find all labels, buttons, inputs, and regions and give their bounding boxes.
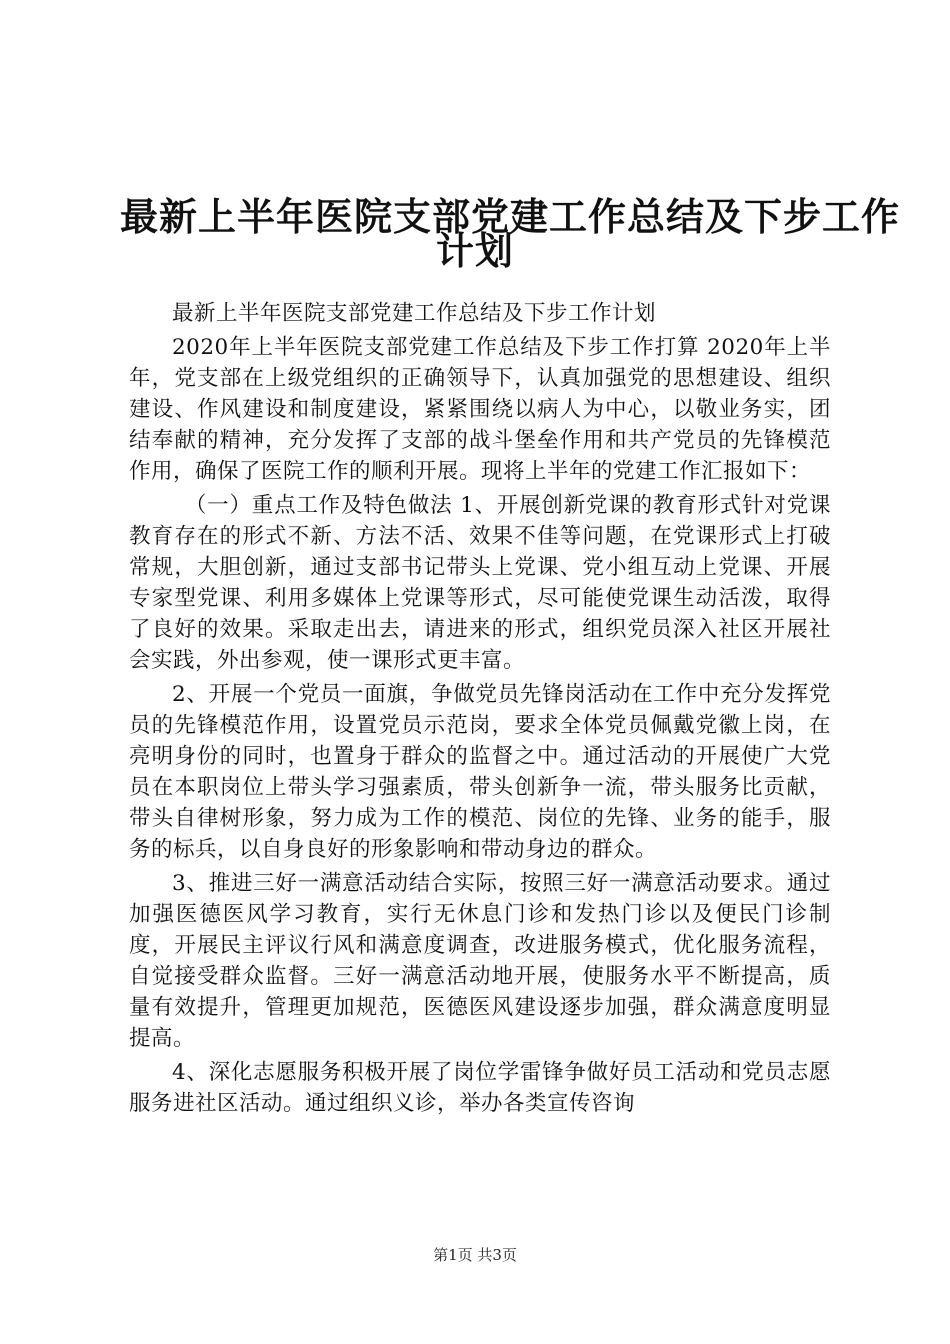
document-body [129, 298, 831, 1119]
paragraph-item-3: 3、推进三好一满意活动结合实际，按照三好一满意活动要求。通过加强医德医风学习教育，实行无休息门诊和发热门诊以及便民门诊制度，开展民主评议行风和满意度调查，改进服务模式，优化服务流程，自觉接受群众监督。三好一满意活动地开展，使服务水平不断提高，质量有效提升，管理更加规范，医德医风建设逐步加强，群众满意度明显提高。 [129, 871, 831, 1051]
paragraph-subtitle: 最新上半年医院支部党建工作总结及下步工作计划 [172, 301, 657, 326]
paragraph-item-2: 2、开展一个党员一面旗，争做党员先锋岗活动在工作中充分发挥党员的先锋模范作用，设置党员示范岗，要求全体党员佩戴党徽上岗，在亮明身份的同时，也置身于群众的监督之中。通过活动的开展使广大党员在本职岗位上带头学习强素质，带头创新争一流，带头服务比贡献，带头自律树形象，努力成为工作的模范、岗位的先锋、业务的能手，服务的标兵，以自身良好的形象影响和带动身边的群众。 [129, 682, 831, 862]
paragraph-item-4: 4、深化志愿服务积极开展了岗位学雷锋争做好员工活动和党员志愿服务进社区活动。通过组织义诊，举办各类宣传咨询 [129, 1060, 831, 1116]
page-number-footer: 第1页 共3页 [433, 1246, 517, 1264]
document-title-line-2: 计划 [435, 229, 514, 273]
paragraph-item-1: （一）重点工作及特色做法 1、开展创新党课的教育形式针对党课教育存在的形式不新、方法不活、效果不佳等问题，在党课形式上打破常规，大胆创新，通过支部书记带头上党课、党小组互动上党课、开展专家型党课、利用多媒体上党课等形式，尽可能使党课生动活泼，取得了良好的效果。采取走出去，请进来的形式，组织党员深入社区开展社会实践，外出参观，使一课形式更丰富。 [129, 493, 831, 673]
document-title-line-1: 最新上半年医院支部党建工作总结及下步工作 [120, 195, 901, 239]
paragraph-intro: 2020年上半年医院支部党建工作总结及下步工作打算 2020年上半年，党支部在上级党组织的正确领导下，认真加强党的思想建设、组织建设、作风建设和制度建设，紧紧围绕以病人为中心，以敬业务实，团结奉献的精神，充分发挥了支部的战斗堡垒作用和共产党员的先锋模范作用，确保了医院工作的顺利开展。现将上半年的党建工作汇报如下： [129, 335, 831, 484]
